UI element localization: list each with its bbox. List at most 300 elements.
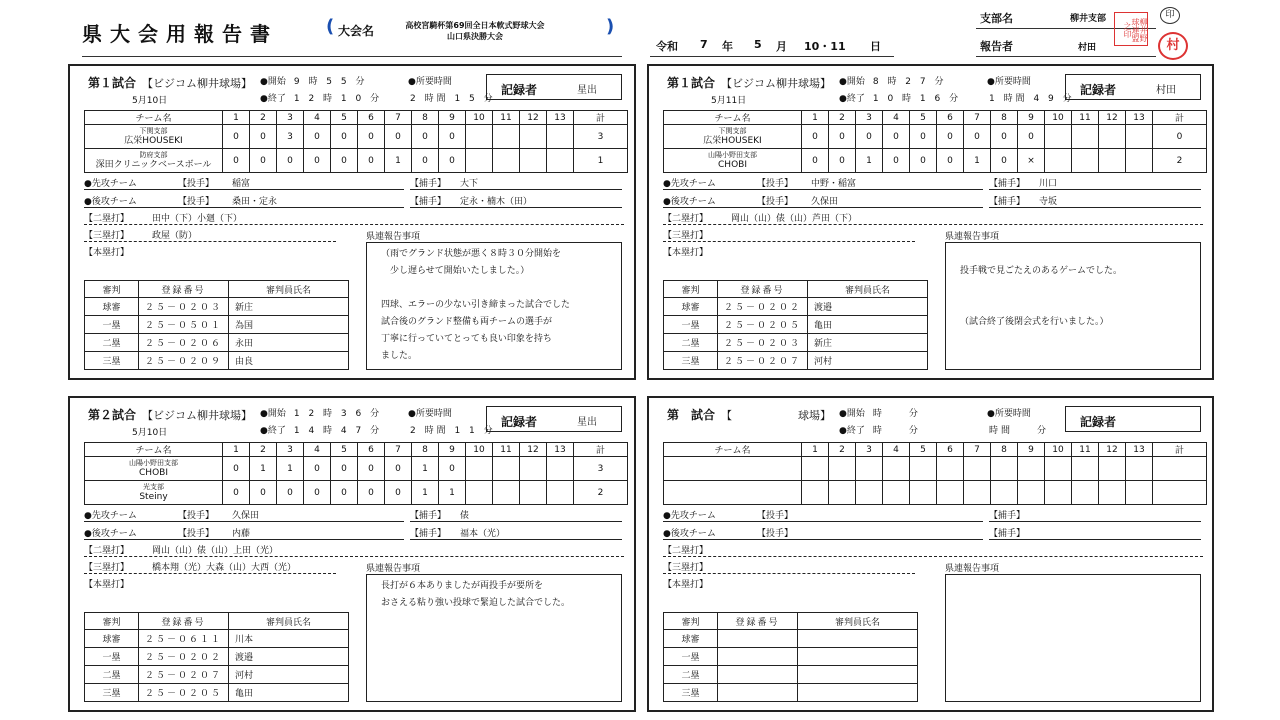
inning-score: 1 xyxy=(412,481,439,505)
team-total: 0 xyxy=(1153,125,1207,149)
second-catcher-underline xyxy=(410,207,622,208)
triples-label: 【三塁打】 xyxy=(663,563,709,573)
inning-header: 2 xyxy=(829,111,856,125)
second-pitcher: 桑田・定永 xyxy=(232,197,278,207)
report-line: 四球、エラーの少ない引き締まった試合でした xyxy=(381,300,571,310)
second-pitcher: 内藤 xyxy=(232,529,251,539)
team-cell xyxy=(85,481,223,505)
umpire-row xyxy=(85,648,349,666)
inning-score xyxy=(466,481,493,505)
umpire-reg xyxy=(718,648,798,666)
total-header: 計 xyxy=(1153,111,1207,125)
start-time-line xyxy=(260,406,382,419)
umpire-role: 一塁 xyxy=(85,316,139,334)
homers-label: 【本塁打】 xyxy=(663,580,709,590)
inning-score: 0 xyxy=(223,457,250,481)
stadium-name: 【 球場】 xyxy=(721,409,832,422)
inning-score xyxy=(856,457,883,481)
umpire-role: 三塁 xyxy=(664,684,718,702)
team-row xyxy=(85,457,628,481)
inning-header: 9 xyxy=(1018,443,1045,457)
stamp-placeholder: 印 xyxy=(1160,7,1180,24)
umpire-role-header: 審判 xyxy=(85,281,139,298)
umpire-name: 渡邉 xyxy=(808,298,928,316)
inning-header: 3 xyxy=(856,111,883,125)
duration-value: 2 時間 1 1 分 xyxy=(410,426,496,436)
second-pitcher-label: 【投手】 xyxy=(178,529,215,539)
inning-score: 0 xyxy=(304,481,331,505)
inning-header: 2 xyxy=(250,443,277,457)
inning-score: 0 xyxy=(439,125,466,149)
triples-line xyxy=(663,573,915,574)
second-catcher-label: 【捕手】 xyxy=(410,529,447,539)
recorder-label: 記録者 xyxy=(1080,83,1117,97)
inning-score xyxy=(520,149,547,173)
inning-score: 0 xyxy=(358,125,385,149)
inning-score xyxy=(547,457,574,481)
inning-score xyxy=(1045,125,1072,149)
doubles: 田中（下）小廻（下） xyxy=(152,214,243,224)
inning-score xyxy=(547,125,574,149)
first-pitcher: 中野・稲富 xyxy=(811,179,857,189)
triples-line xyxy=(84,241,336,242)
inning-score xyxy=(1072,481,1099,505)
umpire-header xyxy=(664,613,918,630)
umpire-role: 三塁 xyxy=(85,684,139,702)
team-cell xyxy=(664,457,802,481)
report-line: ました。 xyxy=(381,351,418,361)
inning-score: 1 xyxy=(439,481,466,505)
first-catcher-underline xyxy=(989,521,1201,522)
umpire-name xyxy=(798,630,918,648)
umpire-row xyxy=(85,666,349,684)
header-date-month-unit: 月 xyxy=(776,40,787,53)
team-name-header: チーム名 xyxy=(85,111,223,125)
inning-score: 0 xyxy=(385,125,412,149)
scoreboard-header xyxy=(85,111,628,125)
inning-score xyxy=(466,149,493,173)
recorder-box xyxy=(1065,406,1201,432)
umpire-table xyxy=(663,280,928,370)
inning-header: 6 xyxy=(358,443,385,457)
umpire-row xyxy=(85,352,349,370)
inning-score: 1 xyxy=(277,457,304,481)
end-time-line xyxy=(839,91,961,104)
umpire-name xyxy=(798,648,918,666)
umpire-reg xyxy=(718,666,798,684)
second-pitcher-label: 【投手】 xyxy=(757,197,794,207)
inning-score: 1 xyxy=(856,149,883,173)
inning-score xyxy=(1099,481,1126,505)
inning-header: 13 xyxy=(547,111,574,125)
inning-header: 9 xyxy=(439,443,466,457)
inning-score: 1 xyxy=(964,149,991,173)
second-catcher-label: 【捕手】 xyxy=(989,197,1026,207)
umpire-name-header: 審判員氏名 xyxy=(798,613,918,630)
umpire-row xyxy=(85,316,349,334)
second-catcher-underline xyxy=(989,207,1201,208)
inning-score xyxy=(937,481,964,505)
inning-score xyxy=(1099,149,1126,173)
meet-name: 高校宮騎杯第69回全日本軟式野球大会 山口県決勝大会 xyxy=(405,21,545,41)
start-time-line xyxy=(260,74,367,87)
header-date-day-unit: 日 xyxy=(870,40,881,53)
end-time-line xyxy=(260,91,382,104)
team-row xyxy=(85,125,628,149)
recorder-box xyxy=(1065,74,1201,100)
team-cell xyxy=(664,149,802,173)
inning-score xyxy=(1099,457,1126,481)
inning-header: 8 xyxy=(991,111,1018,125)
start-time-line xyxy=(839,406,921,419)
inning-score: 0 xyxy=(385,481,412,505)
second-catcher: 寺坂 xyxy=(1039,197,1058,207)
first-catcher-label: 【捕手】 xyxy=(410,511,447,521)
inning-score: 0 xyxy=(250,149,277,173)
umpire-reg: ２５－０２０２ xyxy=(139,648,229,666)
inning-score: 0 xyxy=(331,125,358,149)
homers-label: 【本塁打】 xyxy=(663,248,709,258)
umpire-name: 新庄 xyxy=(229,298,349,316)
branch-value: 柳井支部 xyxy=(1070,14,1107,24)
inning-header: 8 xyxy=(412,111,439,125)
inning-score: 0 xyxy=(358,149,385,173)
inning-header: 11 xyxy=(1072,443,1099,457)
triples: 政屋（防） xyxy=(152,231,198,241)
inning-score: 0 xyxy=(385,457,412,481)
inning-header: 11 xyxy=(493,111,520,125)
umpire-row xyxy=(85,298,349,316)
inning-header: 12 xyxy=(520,443,547,457)
document-title: 県大会用報告書 xyxy=(82,22,278,46)
umpire-role: 二塁 xyxy=(664,666,718,684)
umpire-role: 球審 xyxy=(664,630,718,648)
umpire-table xyxy=(663,612,918,702)
header-date-year: 7 xyxy=(700,38,708,51)
first-pitcher-label: 【投手】 xyxy=(757,179,794,189)
team-name: Steiny xyxy=(139,491,168,502)
inning-score xyxy=(1045,481,1072,505)
team-branch: 山陽小野田支部 xyxy=(708,150,757,159)
game-title xyxy=(667,74,831,91)
reporter-value: 村田 xyxy=(1078,43,1097,53)
first-team-label: ●先攻チーム xyxy=(663,179,716,189)
inning-score: 0 xyxy=(883,125,910,149)
umpire-reg: ２５－０２０５ xyxy=(718,316,808,334)
umpire-row xyxy=(664,334,928,352)
inning-score: 0 xyxy=(304,125,331,149)
recorder-label: 記録者 xyxy=(1080,415,1117,429)
doubles-label: 【二塁打】 xyxy=(84,546,130,556)
inning-header: 1 xyxy=(802,111,829,125)
inning-score xyxy=(520,457,547,481)
end-time-line xyxy=(260,423,382,436)
inning-score: 0 xyxy=(910,125,937,149)
end-label: ●終了 xyxy=(839,94,865,104)
report-line: （試合終了後閉会式を行いました。） xyxy=(960,317,1109,327)
team-row xyxy=(85,149,628,173)
umpire-role: 二塁 xyxy=(85,666,139,684)
inning-header: 12 xyxy=(1099,443,1126,457)
report-label: 県連報告事項 xyxy=(945,564,1000,574)
inning-header: 5 xyxy=(331,443,358,457)
inning-header: 5 xyxy=(910,443,937,457)
umpire-header xyxy=(85,613,349,630)
doubles-label: 【二塁打】 xyxy=(663,214,709,224)
duration-label: ●所要時間 xyxy=(408,409,452,419)
inning-score xyxy=(802,481,829,505)
inning-header: 9 xyxy=(439,111,466,125)
inning-score xyxy=(547,481,574,505)
doubles-line xyxy=(663,556,1203,557)
report-label: 県連報告事項 xyxy=(945,232,1000,242)
inning-score: 0 xyxy=(937,125,964,149)
inning-score xyxy=(1018,481,1045,505)
inning-header: 13 xyxy=(547,443,574,457)
umpire-name: 永田 xyxy=(229,334,349,352)
inning-score: 0 xyxy=(331,481,358,505)
umpire-name: 亀田 xyxy=(808,316,928,334)
report-line: 丁寧に行っていてとっても良い印象を持ち xyxy=(381,334,552,344)
inning-score: 0 xyxy=(937,149,964,173)
inning-score: × xyxy=(1018,149,1045,173)
scoreboard xyxy=(663,442,1207,505)
close-paren: ) xyxy=(606,16,615,37)
inning-header: 10 xyxy=(466,111,493,125)
game-title xyxy=(88,406,252,423)
umpire-name-header: 審判員氏名 xyxy=(229,281,349,298)
inning-score xyxy=(1072,149,1099,173)
reporter-label: 報告者 xyxy=(980,40,1013,53)
end-time: 1 4 時 4 7 分 xyxy=(293,426,383,436)
second-team-underline xyxy=(663,207,983,208)
game-date: 5月10日 xyxy=(132,428,168,438)
team-row xyxy=(664,457,1207,481)
triples-label: 【三塁打】 xyxy=(663,231,709,241)
recorder-name: 村田 xyxy=(1156,85,1176,96)
end-label: ●終了 xyxy=(260,426,286,436)
inning-header: 11 xyxy=(1072,111,1099,125)
team-name: 広栄HOUSEKI xyxy=(124,135,183,146)
team-total xyxy=(1153,481,1207,505)
first-catcher-underline xyxy=(410,189,622,190)
umpire-row xyxy=(664,352,928,370)
league-seal: 柳井野球連盟之印 xyxy=(1114,12,1148,46)
umpire-name: 亀田 xyxy=(229,684,349,702)
duration-label: ●所要時間 xyxy=(408,77,452,87)
team-cell xyxy=(85,125,223,149)
team-total: 2 xyxy=(574,481,628,505)
umpire-role: 三塁 xyxy=(664,352,718,370)
inning-score xyxy=(883,457,910,481)
date-underline xyxy=(650,56,894,57)
first-catcher-label: 【捕手】 xyxy=(989,511,1026,521)
inning-score xyxy=(1126,149,1153,173)
inning-score: 0 xyxy=(991,149,1018,173)
doubles-label: 【二塁打】 xyxy=(663,546,709,556)
report-label: 県連報告事項 xyxy=(366,564,421,574)
second-team-label: ●後攻チーム xyxy=(84,529,137,539)
game-number: 第 試合 xyxy=(667,408,716,422)
first-pitcher-label: 【投手】 xyxy=(178,179,215,189)
inning-header: 12 xyxy=(1099,111,1126,125)
inning-header: 7 xyxy=(964,111,991,125)
inning-score xyxy=(493,457,520,481)
inning-score: 0 xyxy=(331,457,358,481)
inning-header: 3 xyxy=(277,111,304,125)
second-catcher-label: 【捕手】 xyxy=(410,197,447,207)
umpire-row xyxy=(85,684,349,702)
inning-header: 1 xyxy=(223,111,250,125)
header-date-era: 令和 xyxy=(656,40,678,53)
scoreboard-header xyxy=(85,443,628,457)
recorder-name: 星出 xyxy=(577,417,597,428)
inning-score: 0 xyxy=(910,149,937,173)
duration-value: 2 時間 1 5 分 xyxy=(410,94,496,104)
start-label: ●開始 xyxy=(260,409,286,419)
first-team-label: ●先攻チーム xyxy=(84,179,137,189)
umpire-reg-header: 登録番号 xyxy=(139,613,229,630)
first-team-underline xyxy=(663,189,983,190)
first-catcher-underline xyxy=(410,521,622,522)
stadium-name: 【ビジコム柳井球場】 xyxy=(721,77,832,90)
game-panel-2 xyxy=(647,64,1214,380)
inning-score xyxy=(964,481,991,505)
duration-value: 時間 分 xyxy=(989,426,1050,436)
inning-header: 11 xyxy=(493,443,520,457)
inning-score: 1 xyxy=(385,149,412,173)
team-name-header: チーム名 xyxy=(664,443,802,457)
stadium-name: 【ビジコム柳井球場】 xyxy=(142,77,253,90)
inning-score: 1 xyxy=(250,457,277,481)
inning-header: 10 xyxy=(1045,111,1072,125)
header-date-month: 5 xyxy=(754,38,762,51)
team-total: 1 xyxy=(574,149,628,173)
inning-score: 0 xyxy=(250,481,277,505)
inning-header: 5 xyxy=(910,111,937,125)
inning-score xyxy=(520,481,547,505)
duration-label: ●所要時間 xyxy=(987,77,1031,87)
report-box xyxy=(945,574,1201,702)
report-line: おさえる粘り強い投球で緊迫した試合でした。 xyxy=(381,598,571,608)
inning-score: 0 xyxy=(304,457,331,481)
inning-header: 13 xyxy=(1126,443,1153,457)
team-row xyxy=(664,149,1207,173)
inning-score: 0 xyxy=(223,149,250,173)
game-panel-3 xyxy=(68,396,636,712)
inning-score xyxy=(991,481,1018,505)
umpire-row xyxy=(664,316,928,334)
panel-body xyxy=(70,398,634,710)
second-team-label: ●後攻チーム xyxy=(663,529,716,539)
umpire-name: 河村 xyxy=(808,352,928,370)
second-catcher-label: 【捕手】 xyxy=(989,529,1026,539)
umpire-role: 球審 xyxy=(85,298,139,316)
inning-score xyxy=(829,457,856,481)
team-branch: 防府支部 xyxy=(139,150,168,159)
homers-label: 【本塁打】 xyxy=(84,248,130,258)
inning-score: 0 xyxy=(304,149,331,173)
umpire-name: 新庄 xyxy=(808,334,928,352)
inning-header: 9 xyxy=(1018,111,1045,125)
inning-score xyxy=(493,125,520,149)
total-header: 計 xyxy=(574,443,628,457)
inning-header: 1 xyxy=(802,443,829,457)
umpire-reg: ２５－０２０２ xyxy=(718,298,808,316)
game-number: 第１試合 xyxy=(667,76,716,90)
game-panel-4 xyxy=(647,396,1214,712)
inning-header: 4 xyxy=(304,111,331,125)
team-branch: 下関支部 xyxy=(139,126,168,135)
umpire-role: 一塁 xyxy=(664,316,718,334)
inning-header: 3 xyxy=(277,443,304,457)
team-total: 3 xyxy=(574,457,628,481)
umpire-reg: ２５－０５０１ xyxy=(139,316,229,334)
team-cell xyxy=(85,149,223,173)
inning-score: 0 xyxy=(250,125,277,149)
inning-score: 3 xyxy=(277,125,304,149)
first-pitcher: 稲富 xyxy=(232,179,251,189)
inning-score: 0 xyxy=(277,481,304,505)
inning-score: 0 xyxy=(883,149,910,173)
start-time: 時 分 xyxy=(872,409,921,419)
game-number: 第１試合 xyxy=(88,76,137,90)
team-cell xyxy=(85,457,223,481)
umpire-reg: ２５－０２０３ xyxy=(139,298,229,316)
umpire-name: 為国 xyxy=(229,316,349,334)
inning-score: 0 xyxy=(802,125,829,149)
second-catcher-underline xyxy=(410,539,622,540)
team-branch: 山陽小野田支部 xyxy=(129,458,178,467)
umpire-role-header: 審判 xyxy=(85,613,139,630)
team-branch: 光支部 xyxy=(143,482,164,491)
panel-body xyxy=(649,398,1212,710)
report-box xyxy=(366,574,622,702)
umpire-table xyxy=(84,612,349,702)
game-panel-1 xyxy=(68,64,636,380)
recorder-box xyxy=(486,74,622,100)
inning-score: 0 xyxy=(802,149,829,173)
game-title xyxy=(88,74,252,91)
umpire-role-header: 審判 xyxy=(664,613,718,630)
team-name-header: チーム名 xyxy=(664,111,802,125)
title-underline xyxy=(82,56,622,57)
umpire-row xyxy=(664,630,918,648)
doubles-label: 【二塁打】 xyxy=(84,214,130,224)
header-date-days: 10・11 xyxy=(804,40,846,53)
umpire-row xyxy=(85,334,349,352)
team-row xyxy=(85,481,628,505)
team-total xyxy=(1153,457,1207,481)
team-branch: 下関支部 xyxy=(718,126,747,135)
inning-score xyxy=(1126,481,1153,505)
inning-score: 0 xyxy=(439,149,466,173)
triples: 橋本翔（光）大森（山）大西（光） xyxy=(152,563,297,573)
inning-score: 0 xyxy=(223,125,250,149)
inning-score xyxy=(802,457,829,481)
first-catcher-underline xyxy=(989,189,1201,190)
second-catcher: 定永・楠木（田） xyxy=(460,197,533,207)
umpire-reg: ２５－０２０７ xyxy=(718,352,808,370)
recorder-box xyxy=(486,406,622,432)
scoreboard-header xyxy=(664,111,1207,125)
umpire-reg: ２５－０２０５ xyxy=(139,684,229,702)
umpire-reg: ２５－０２０７ xyxy=(139,666,229,684)
inning-score: 1 xyxy=(412,457,439,481)
umpire-header xyxy=(664,281,928,298)
inning-header: 10 xyxy=(1045,443,1072,457)
inning-score xyxy=(856,481,883,505)
